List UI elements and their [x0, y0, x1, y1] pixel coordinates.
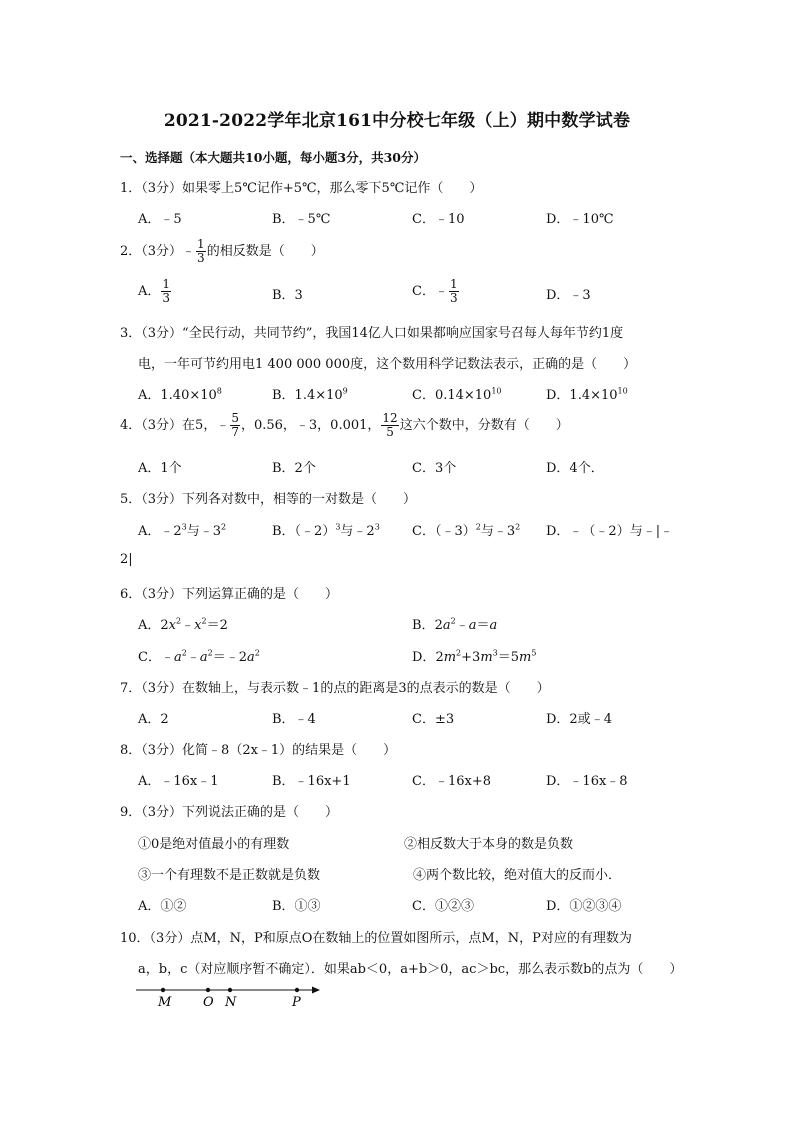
q5-a-exp2: 2	[221, 522, 227, 532]
number-line-figure	[130, 982, 330, 1012]
q3-option-d	[546, 384, 628, 403]
q3-option-d-text: D．1.4×10	[546, 388, 618, 403]
q2-option-d: D．﹣3	[546, 288, 591, 303]
q5-b-2: 与﹣2	[340, 524, 375, 539]
q6-b-label: B．	[412, 618, 435, 633]
q2-option-c	[412, 278, 460, 305]
q3-option-d-exp: 10	[617, 386, 628, 396]
q5-a-2: 与﹣3	[186, 524, 222, 539]
q2-option-a-fraction	[161, 278, 171, 305]
q1-stem: 1．（3分）如果零上5℃记作+5℃，那么零下5℃记作（ ）	[120, 181, 483, 196]
q4-option-c: C．3个	[412, 461, 457, 476]
point-o-dot	[206, 988, 210, 992]
q8-option-d: D．﹣16x﹣8	[546, 774, 628, 789]
q9-option-c: C．①②③	[412, 899, 474, 914]
page-title: 2021-2022学年北京161中分校七年级（上）期中数学试卷	[163, 111, 631, 131]
q9-statement-3: ③一个有理数不是正数就是负数	[138, 868, 321, 883]
q1-option-c: C．﹣10	[412, 212, 465, 227]
q5-a-1: A．﹣2	[138, 524, 182, 539]
q5-a-exp1: 3	[181, 522, 187, 532]
q10-line1: 10．（3分）点M，N，P和原点O在数轴上的位置如图所示，点M，N，P对应的有理数为	[120, 931, 632, 946]
q4-f1-den: 7	[231, 425, 239, 440]
q4-suffix: 这六个数中，分数有（ ）	[399, 418, 569, 434]
q5-option-b	[272, 520, 380, 539]
q9-statement-2: ②相反数大于本身的数是负数	[404, 837, 574, 852]
q3-option-c-exp: 10	[491, 386, 502, 396]
q9-option-d: D．①②③④	[546, 899, 622, 914]
q3-option-a-text: A．1.40×10	[138, 388, 217, 403]
point-n-dot	[228, 988, 232, 992]
q4-fraction-1	[230, 412, 240, 439]
q2-option-a	[138, 278, 172, 305]
point-o-label: O	[203, 995, 214, 1010]
q4-f2-num: 12	[382, 411, 398, 425]
q2-option-a-num: 1	[162, 277, 171, 291]
q4-option-d: D．4个．	[546, 461, 604, 476]
q2-option-c-num: 1	[449, 277, 458, 291]
q1-option-b: B．﹣5℃	[272, 212, 331, 227]
q6-d-label: D．	[412, 650, 436, 665]
q9-option-a: A．①②	[138, 899, 187, 914]
q4-fraction-2	[381, 412, 398, 439]
q5-b-exp2: 3	[374, 522, 380, 532]
q8-option-c: C．﹣16x+8	[412, 774, 491, 789]
q9-option-b: B．①③	[272, 899, 321, 914]
q3-line1: 3．（3分）“全民行动，共同节约”，我国14亿人口如果都响应国家号召每人每年节约1度	[120, 326, 624, 341]
q3-option-c	[412, 384, 502, 403]
q6-c-label: C．	[138, 650, 161, 665]
q2-stem	[120, 238, 324, 265]
q7-option-c: C．±3	[412, 712, 455, 727]
q3-option-a	[138, 384, 222, 403]
q4-option-a: A．1个	[138, 461, 182, 476]
q3-option-c-text: C．0.14×10	[412, 388, 492, 403]
q6-a-label: A．	[138, 618, 161, 633]
q3-option-b-text: B．1.4×10	[272, 388, 343, 403]
q9-stem: 9．（3分）下列说法正确的是（ ）	[120, 805, 339, 820]
q2-option-c-den: 3	[449, 291, 458, 306]
point-p-label: P	[292, 995, 301, 1010]
q2-option-a-den: 3	[162, 291, 171, 306]
q8-option-b: B．﹣16x+1	[272, 774, 351, 789]
q2-prefix: 2．（3分）﹣	[120, 244, 196, 260]
q5-stem: 5．（3分）下列各对数中，相等的一对数是（ ）	[120, 492, 417, 507]
q5-c-exp2: 2	[515, 522, 521, 532]
q5-option-a	[138, 520, 226, 539]
q2-frac-num: 1	[197, 237, 205, 251]
point-n-label: N	[225, 995, 237, 1010]
q4-f1-num: 5	[231, 411, 239, 425]
q2-option-c-fraction	[449, 278, 459, 305]
q8-option-a: A．﹣16x﹣1	[138, 774, 219, 789]
q5-c-exp1: 2	[475, 522, 481, 532]
q3-option-b-exp: 9	[342, 386, 348, 396]
q6-option-c: C．$﹣a^2﹣a^2=﹣2a^2$	[138, 648, 260, 665]
q4-stem	[120, 412, 569, 439]
q5-b-exp1: 3	[335, 522, 341, 532]
q4-middle: ，0.56，﹣3，0.001，	[240, 418, 381, 434]
point-m-label: M	[158, 995, 172, 1010]
q2-frac-den: 3	[197, 251, 205, 266]
q4-prefix: 4．（3分）在5，﹣	[120, 418, 230, 434]
q2-option-a-label: A．	[138, 284, 161, 300]
number-line-arrow	[312, 987, 320, 994]
point-m-dot	[161, 988, 165, 992]
q2-suffix: 的相反数是（ ）	[206, 244, 324, 260]
q4-option-b: B．2个	[272, 461, 316, 476]
q3-option-b	[272, 384, 348, 403]
q2-option-c-label: C．﹣	[412, 284, 448, 300]
q2-fraction	[196, 238, 206, 265]
q3-line2: 电，一年可节约用电1 400 000 000度，这个数用科学记数法表示，正确的是（ ）	[138, 357, 637, 372]
q5-option-c	[412, 520, 520, 539]
q1-option-d: D．﹣10℃	[546, 212, 614, 227]
q6-option-d: D．$2m^2+3m^3=5m^5$	[412, 648, 537, 665]
q5-b-1: B．（﹣2）	[272, 524, 336, 539]
q5-c-1: C．（﹣3）	[412, 524, 476, 539]
q6-option-a: A．$2x^2﹣x^2=2$	[138, 616, 228, 633]
q8-stem: 8．（3分）化简﹣8（2x﹣1）的结果是（ ）	[120, 743, 397, 758]
q6-stem: 6．（3分）下列运算正确的是（ ）	[120, 587, 339, 602]
q2-option-b: B．3	[272, 288, 303, 303]
q5-option-d-cont: 2|	[120, 552, 133, 567]
q7-option-b: B．﹣4	[272, 712, 316, 727]
q5-option-d: D．﹣（﹣2）与﹣|﹣	[546, 524, 674, 539]
q6-option-b: B．$2a^2﹣a=a$	[412, 616, 498, 633]
q7-stem: 7．（3分）在数轴上，与表示数﹣1的点的距离是3的点表示的数是（ ）	[120, 681, 550, 696]
point-p-dot	[295, 988, 299, 992]
q7-option-a: A．2	[138, 712, 169, 727]
q9-statement-4: ④两个数比较，绝对值大的反而小．	[413, 868, 622, 883]
q10-line2: a，b，c（对应顺序暂不确定）．如果ab＜0，a+b＞0，ac＞bc，那么表示数b的点为（ ）	[138, 962, 683, 977]
section-heading: 一、选择题（本大题共10小题，每小题3分，共30分）	[120, 150, 426, 165]
q1-option-a: A．﹣5	[138, 212, 182, 227]
q9-statement-1: ①0是绝对值最小的有理数	[138, 837, 290, 852]
q5-c-2: 与﹣3	[480, 524, 516, 539]
q4-f2-den: 5	[386, 425, 394, 440]
q3-option-a-exp: 8	[216, 386, 222, 396]
q7-option-d: D．2或﹣4	[546, 712, 612, 727]
